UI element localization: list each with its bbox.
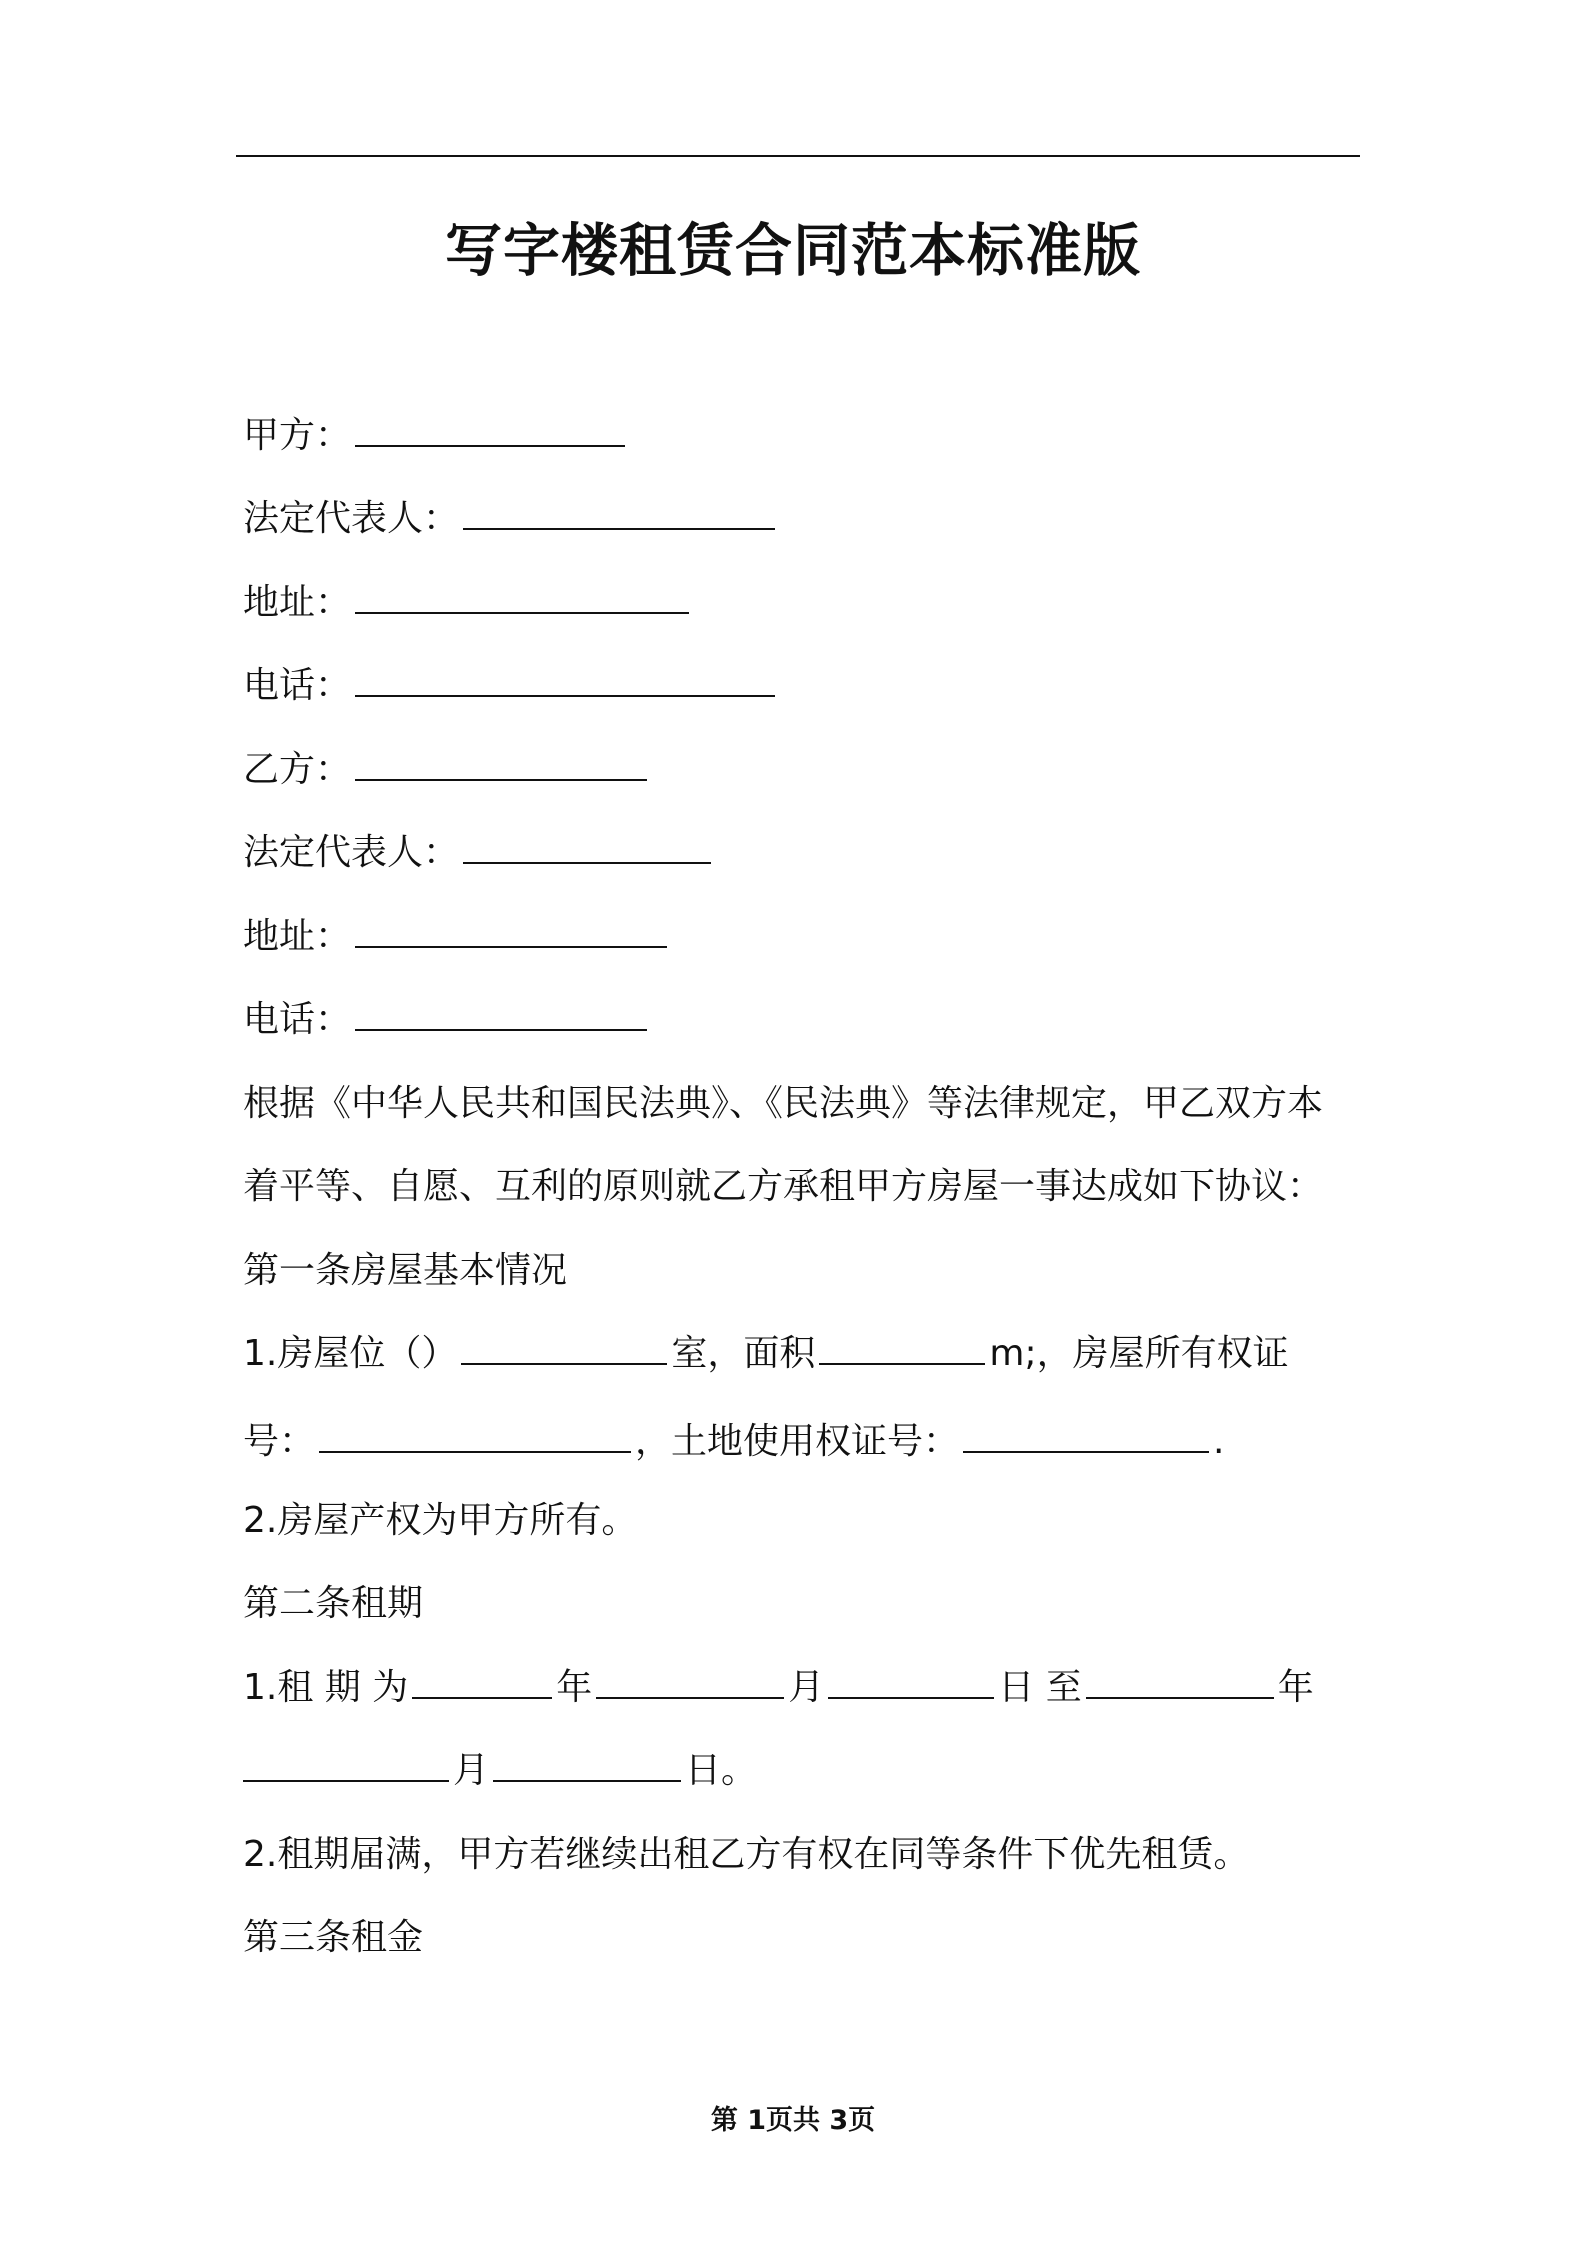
land-cert-blank bbox=[963, 1425, 1209, 1453]
end-year-blank bbox=[1086, 1671, 1274, 1699]
end-day-blank bbox=[493, 1754, 681, 1782]
end-month-blank bbox=[243, 1754, 449, 1782]
article-1-item-1-cont: 号： ，土地使用权证号： . bbox=[243, 1421, 1225, 1462]
party-a-address-blank bbox=[355, 586, 689, 614]
article-2-item-1-cont: 月 日。 bbox=[243, 1747, 757, 1795]
party-a-rep-blank bbox=[463, 502, 775, 530]
article-2-item-2: 2.租期届满，甲方若继续出租乙方有权在同等条件下优先租赁。 bbox=[243, 1834, 1250, 1875]
preamble-line-2: 着平等、自愿、互利的原则就乙方承租甲方房屋一事达成如下协议： bbox=[243, 1166, 1324, 1207]
party-b-address-line: 地址： bbox=[243, 913, 671, 961]
article-1-item-2: 2.房屋产权为甲方所有。 bbox=[243, 1500, 638, 1541]
start-month-blank bbox=[596, 1671, 784, 1699]
article-1-heading: 第一条房屋基本情况 bbox=[243, 1250, 568, 1291]
party-b-phone-line: 电话： bbox=[243, 996, 651, 1044]
article-1-item-1: 1.房屋位（） 室，面积 m;，房屋所有权证 bbox=[243, 1333, 1289, 1374]
party-b-line: 乙方： bbox=[243, 746, 651, 794]
page-footer: 第 1页共 3页 bbox=[710, 2105, 876, 2136]
party-a-blank bbox=[355, 419, 625, 447]
party-b-phone-blank bbox=[355, 1003, 647, 1031]
party-b-blank bbox=[355, 753, 647, 781]
article-2-item-1: 1.租 期 为 年 月 日 至 年 bbox=[243, 1667, 1314, 1708]
ownership-cert-blank bbox=[319, 1425, 631, 1453]
room-blank bbox=[461, 1337, 667, 1365]
start-year-blank bbox=[412, 1671, 552, 1699]
party-a-address-line: 地址： bbox=[243, 579, 693, 627]
party-a-phone-blank bbox=[355, 669, 775, 697]
party-a-rep-line: 法定代表人： bbox=[243, 495, 779, 543]
area-blank bbox=[819, 1337, 985, 1365]
party-b-rep-line: 法定代表人： bbox=[243, 829, 715, 877]
document-title: 写字楼租赁合同范本标准版 bbox=[445, 218, 1141, 284]
party-a-phone-line: 电话： bbox=[243, 662, 779, 710]
preamble-line-1: 根据《中华人民共和国民法典》、《民法典》等法律规定，甲乙双方本 bbox=[243, 1083, 1324, 1124]
article-2-heading: 第二条租期 bbox=[243, 1583, 424, 1624]
party-a-line: 甲方： bbox=[243, 412, 629, 460]
article-3-heading: 第三条租金 bbox=[243, 1917, 424, 1958]
header-rule bbox=[236, 155, 1360, 157]
party-b-rep-blank bbox=[463, 836, 711, 864]
start-day-blank bbox=[828, 1671, 994, 1699]
party-b-address-blank bbox=[355, 920, 667, 948]
